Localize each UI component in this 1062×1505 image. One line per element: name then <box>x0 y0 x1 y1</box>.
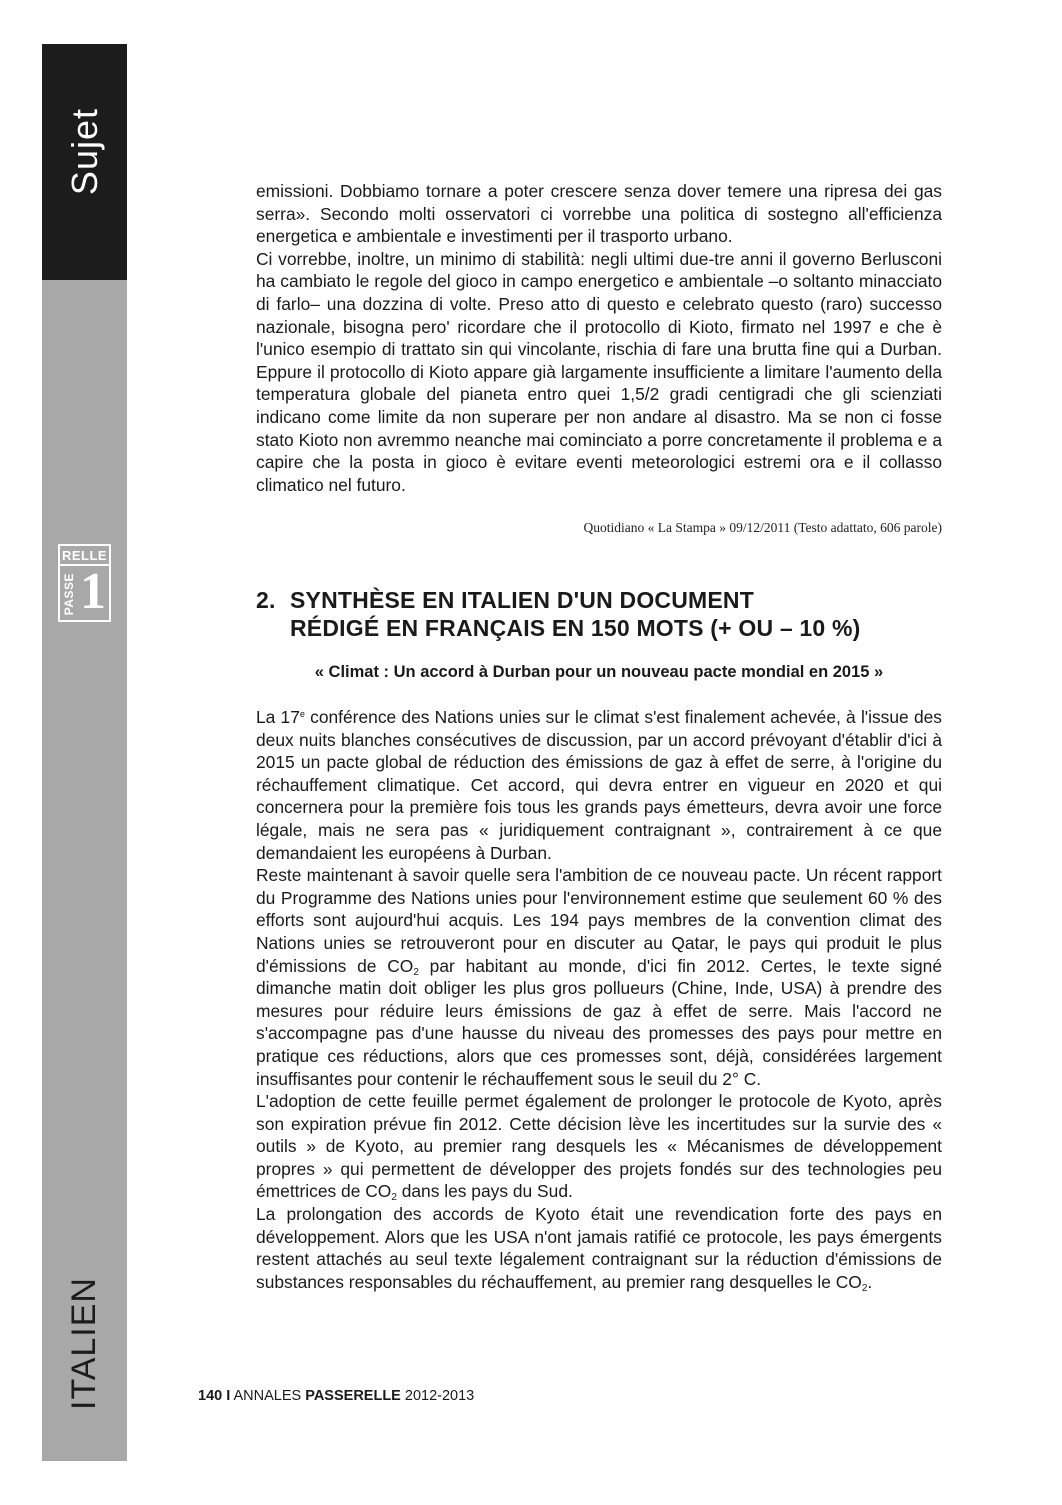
logo-side-text: PASSE <box>61 572 76 616</box>
source-citation: Quotidiano « La Stampa » 09/12/2011 (Testo adattato, 606 parole) <box>583 520 942 535</box>
text-run: Reste maintenant à savoir quelle sera l'ambition de ce nouveau pacte. Un récent rapport du Programme des Nations unies pour l'environnement estime que seulement 60 % des efforts sont aujourd'hui acquis. Les 194 pays membres de la convention climat des Nations unies se retrouveront pour en discuter au Qatar, le pays qui produit le plus d'émissions de CO <box>256 865 942 976</box>
footer-years: 2012-2013 <box>404 1388 475 1404</box>
superscript: e <box>299 709 305 719</box>
subscript: 2 <box>391 1192 397 1204</box>
heading-line-2: RÉDIGÉ EN FRANÇAIS EN 150 MOTS (+ OU – 10 %) <box>290 615 861 641</box>
french-passage <box>256 706 942 1293</box>
footer-annales: ANNALES <box>233 1388 302 1404</box>
paragraph <box>256 706 942 864</box>
paragraph <box>256 864 942 1090</box>
logo-side <box>61 568 76 620</box>
footer-brand: PASSERELLE <box>305 1388 401 1404</box>
text-run: . <box>867 1271 873 1292</box>
page-number: 140 <box>198 1388 223 1404</box>
text-run: La prolongation des accords de Kyoto était une revendication forte des pays en développement. Alors que les USA n'ont jamais ratifié ce protocole, les pays émergents restent attachés au seul texte légalement contraignant sur la réduction d'émissions de substances responsables du réchauffement, au premier rang desquelles le CO <box>256 1204 942 1292</box>
text-run: par habitant au monde, d'ici fin 2012. Certes, le texte signé dimanche matin doit obliger les plus gros pollueurs (Chine, Inde, USA) à prendre des mesures pour réduire leurs émissions de gaz à effet de serre. Mais l'accord ne s'accompagne pas d'une hausse du niveau des promesses des pays pour mettre en pratique ces réductions, alors que ces promesses sont, déjà, considérées largement insuffisantes pour contenir le réchauffement sous le seuil du 2° C. <box>256 955 943 1089</box>
heading-line-1: SYNTHÈSE EN ITALIEN D'UN DOCUMENT <box>290 587 754 613</box>
logo-top-text: RELLE <box>61 548 108 563</box>
page-footer <box>198 1388 474 1404</box>
footer-separator: I <box>226 1388 231 1404</box>
text-run: La 17 <box>256 707 300 727</box>
text-run: conférence des Nations unies sur le climat s'est finalement achevée, à l'issue des deux nuits blanches consécutives de discussion, par un accord prévoyant d'établir d'ici à 2015 un pacte global de réduction des émissions de gaz à effet de serre, à l'origine du réchauffement climatique. Cet accord, qui devra entrer en vigueur en 2020 et qui concernera pour la première fois tous les grands pays émetteurs, devra avoir une force légale, mais ne sera pas « juridiquement contraignant », contrairement à ce que demandaient les européens à Durban. <box>256 707 942 863</box>
passerelle-logo <box>58 544 111 622</box>
sujet-label <box>42 44 127 280</box>
sujet-text: Sujet <box>63 108 105 196</box>
document-title: « Climat : Un accord à Durban pour un nouveau pacte mondial en 2015 » <box>314 663 884 681</box>
paragraph: Ci vorrebbe, inoltre, un minimo di stabilità: negli ultimi due-tre anni il governo Berlusconi ha cambiato le regole del gioco in campo energetico e ambientale –o soltanto minacciato di farlo– una dozzina di volte. Preso atto di questo e celebrato questo (raro) successo nazionale, bisogna pero' ricordare che il protocollo di Kioto, firmato nel 1997 e che è l'unico esempio di trattato sin qui vincolante, rischia di fare una brutta fine qui a Durban. Eppure il protocollo di Kioto appare già largamente insufficiente a limitare l'aumento della temperatura globale del pianeta entro quei 1,5/2 gradi centigradi che gli scienziati indicano come limite da non superare per non andare al disastro. Ma se non ci fosse stato Kioto non avremmo neanche mai cominciato a porre concretamente il problema e a capire che la posta in gioco è evitare eventi meteorologici estremi ora e il collasso climatico nel futuro. <box>256 248 942 495</box>
italian-passage <box>256 180 942 496</box>
subscript: 2 <box>861 1282 868 1294</box>
italien-text: ITALIEN <box>65 1277 103 1410</box>
paragraph <box>256 1203 942 1293</box>
text-run: dans les pays du Sud. <box>396 1181 573 1202</box>
subscript: 2 <box>413 966 419 978</box>
section-heading <box>256 586 956 642</box>
paragraph: emissioni. Dobbiamo tornare a poter crescere senza dover temere una ripresa dei gas serra». Secondo molti osservatori ci vorrebbe una politica di sostegno all'efficienza energetica e ambientale e investimenti per il trasporto urbano. <box>256 181 942 247</box>
section-number: 2. <box>256 587 276 613</box>
paragraph <box>256 1090 942 1203</box>
logo-number: 1 <box>80 563 106 620</box>
subject-label <box>42 1260 127 1410</box>
text-run: L'adoption de cette feuille permet également de prolonger le protocole de Kyoto, après son expiration prévue fin 2012. Cette décision lève les incertitudes sur la survie des « outils » de Kyoto, au premier rang desquels les « Mécanismes de développement propres » qui permettent de développer des projets fondés sur des technologies peu émettrices de CO <box>256 1091 942 1202</box>
